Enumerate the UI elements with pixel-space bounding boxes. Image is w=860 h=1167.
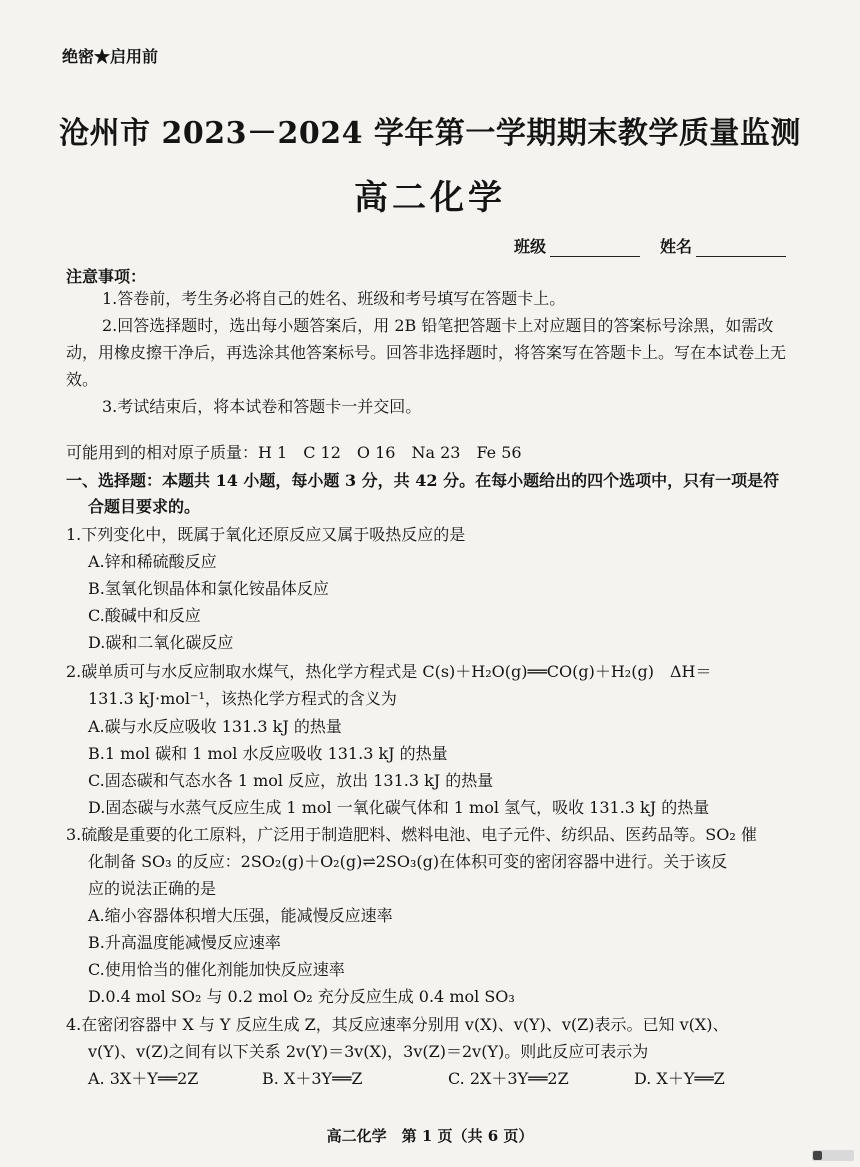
question-4-option-d: D. X＋Y══Z <box>634 1069 725 1088</box>
section-heading-cont: 合题目要求的。 <box>88 497 201 516</box>
subject-title: 高二化学 <box>354 178 506 218</box>
scanner-watermark-badge <box>812 1150 854 1161</box>
question-4-stem-cont: v(Y)、v(Z)之间有以下关系 2v(Y)＝3v(X)，3v(Z)＝2v(Y)。则此反应可表示为 <box>88 1042 649 1061</box>
question-4-stem: 4.在密闭容器中 X 与 Y 反应生成 Z，其反应速率分别用 v(X)、v(Y)、v(Z)表示。已知 v(X)、 <box>66 1015 729 1034</box>
question-3-option-a: A.缩小容器体积增大压强，能减慢反应速率 <box>88 906 393 925</box>
question-1-stem: 1.下列变化中，既属于氧化还原反应又属于吸热反应的是 <box>66 525 466 544</box>
question-3-stem-cont: 化制备 SO₃ 的反应：2SO₂(g)＋O₂(g)⇌2SO₃(g)在体积可变的密闭容器中进行。关于该反 <box>88 852 728 871</box>
note-item: 3.考试结束后，将本试卷和答题卡一并交回。 <box>102 397 422 416</box>
question-3-stem-cont2: 应的说法正确的是 <box>88 879 217 898</box>
question-4-option-a: A. 3X＋Y══2Z <box>88 1069 199 1088</box>
question-4-option-b: B. X＋3Y══Z <box>262 1069 363 1088</box>
question-2-stem-cont: 131.3 kJ·mol⁻¹，该热化学方程式的含义为 <box>88 689 397 708</box>
question-2-option-d: D.固态碳与水蒸气反应生成 1 mol 一氧化碳气体和 1 mol 氢气，吸收 131.3 kJ 的热量 <box>88 798 710 817</box>
question-1-option-a: A.锌和稀硫酸反应 <box>88 552 217 571</box>
name-label: 姓名 <box>659 237 692 256</box>
section-heading: 一、选择题：本题共 14 小题，每小题 3 分，共 42 分。在每小题给出的四个选项中，只有一项是符 <box>66 471 780 490</box>
note-item: 2.回答选择题时，选出每小题答案后，用 2B 铅笔把答题卡上对应题目的答案标号涂黑，如需改动，用橡皮擦干净后，再选涂其他答案标号。回答非选择题时，将答案写在答题卡上。写在本试卷上无效。 <box>66 316 787 389</box>
question-2-option-c: C.固态碳和气态水各 1 mol 反应，放出 131.3 kJ 的热量 <box>88 771 494 790</box>
atomic-mass-line: 可能用到的相对原子质量：H 1 C 12 O 16 Na 23 Fe 56 <box>66 443 522 462</box>
question-3-option-c: C.使用恰当的催化剂能加快反应速率 <box>88 960 345 979</box>
question-4-option-c: C. 2X＋3Y══2Z <box>448 1069 569 1088</box>
confidential-mark: 绝密★启用前 <box>62 47 159 66</box>
question-2-option-a: A.碳与水反应吸收 131.3 kJ 的热量 <box>88 717 342 736</box>
name-blank <box>696 240 786 257</box>
student-info-fields <box>514 234 786 257</box>
question-1-option-c: C.酸碱中和反应 <box>88 606 201 625</box>
exam-title: 沧州市 2023－2024 学年第一学期期末教学质量监测 <box>59 116 801 151</box>
note-item: 1.答卷前，考生务必将自己的姓名、班级和考号填写在答题卡上。 <box>102 289 566 308</box>
class-label: 班级 <box>513 237 546 256</box>
notes-heading: 注意事项： <box>66 267 147 286</box>
page-footer: 高二化学 第 1 页（共 6 页） <box>326 1127 534 1145</box>
question-3-option-b: B.升高温度能减慢反应速率 <box>88 933 281 952</box>
scanner-logo-icon <box>813 1151 822 1160</box>
question-2-option-b: B.1 mol 碳和 1 mol 水反应吸收 131.3 kJ 的热量 <box>88 744 448 763</box>
question-3-option-d: D.0.4 mol SO₂ 与 0.2 mol O₂ 充分反应生成 0.4 mol SO₃ <box>88 987 515 1006</box>
question-1-option-b: B.氢氧化钡晶体和氯化铵晶体反应 <box>88 579 329 598</box>
question-2-stem: 2.碳单质可与水反应制取水煤气，热化学方程式是 C(s)＋H₂O(g)══CO(g)＋H₂(g) ΔH＝ <box>66 662 712 681</box>
question-3-stem: 3.硫酸是重要的化工原料，广泛用于制造肥料、燃料电池、电子元件、纺织品、医药品等。SO₂ 催 <box>66 825 757 844</box>
question-1-option-d: D.碳和二氧化碳反应 <box>88 633 234 652</box>
class-blank <box>550 240 640 257</box>
